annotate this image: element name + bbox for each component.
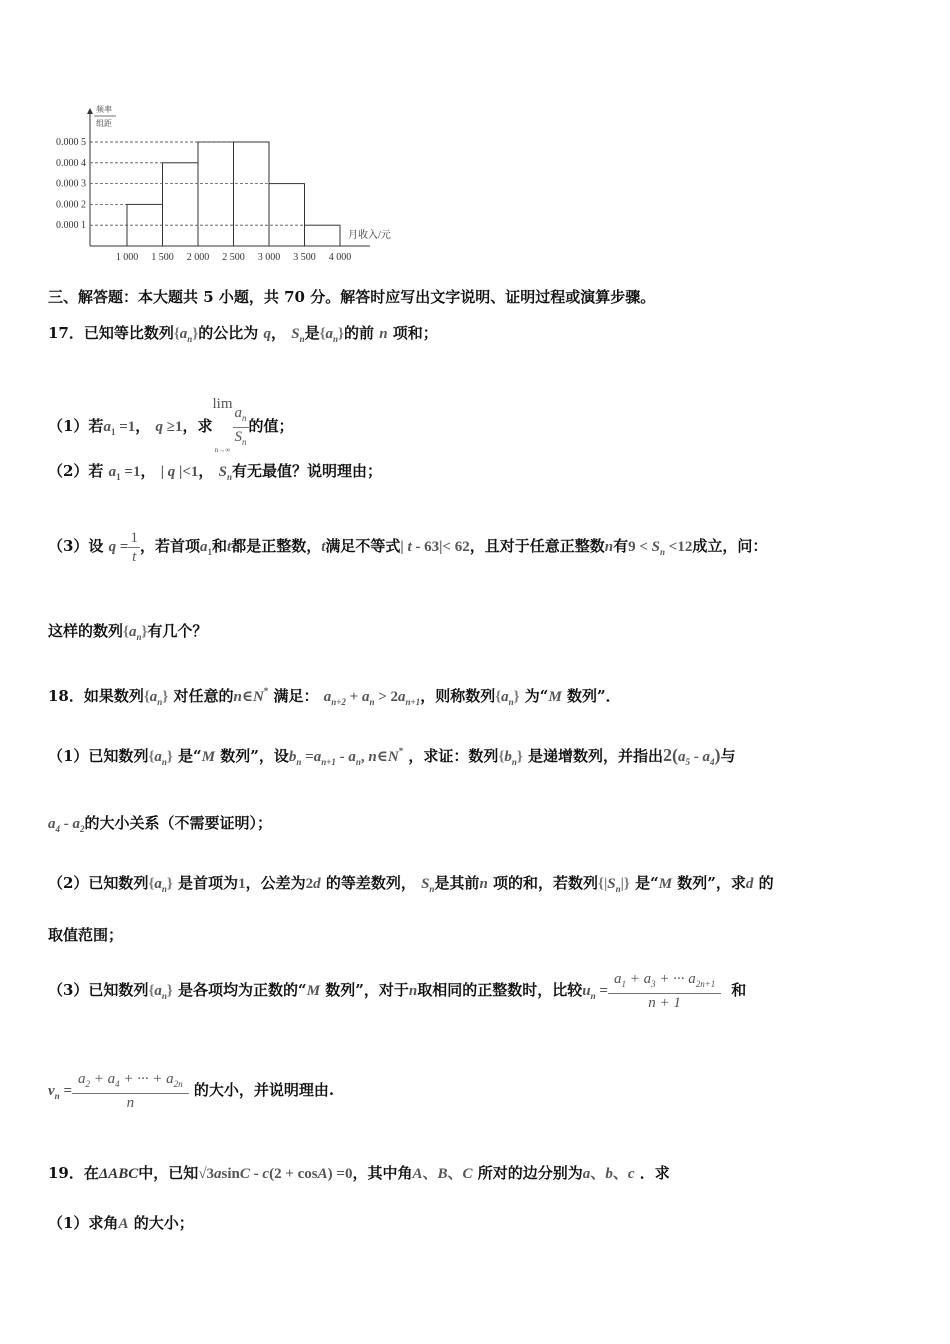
- x-tick-label: 1 500: [151, 252, 174, 263]
- histogram-bar: [269, 184, 305, 246]
- y-tick-label: 0.000 1: [56, 220, 86, 232]
- y-tick-label: 0.000 3: [56, 178, 86, 190]
- histogram-bar: [234, 142, 270, 246]
- q19-part1: （1）求角A 的大小；: [48, 1214, 194, 1232]
- y-axis-arrow: [87, 108, 93, 114]
- q18-part3: （3）已知数列$\{a_n\}$ 是各项均为正数的“M 数列”，对于n取相同的正整数时，比较$u_n$ = $\frac{a_1 + a_3 + \cdot\cdot\cdot a_{2n+1}}{n + 1}$ 和: [48, 971, 747, 1011]
- q19-stem: 19．在ΔABC中，已知√3asinC - c(2 + cosA) =0，其中角A、B、C 所对的边分别为a、b、c ．求: [48, 1164, 670, 1182]
- q18-part1: （1）已知数列$\{a_n\}$ 是“M 数列”，设$b_n =a_{n+1} - a_n$, n∈N* ，求证：数列$\{b_n\}$ 是递增数列，并指出$2(a_5 - a_4)$与: [48, 745, 736, 767]
- histogram-bar: [198, 142, 234, 246]
- y-axis-label-bottom: 组距: [96, 119, 112, 128]
- x-tick-label: 4 000: [328, 252, 352, 263]
- x-tick-label: 1 000: [115, 252, 139, 263]
- y-tick-label: 0.000 2: [56, 199, 86, 211]
- q18-stem: 18．如果数列$\{a_n\}$ 对任意的n∈N* 满足： $a_{n+2} + a_n > 2a_{n+1}$，则称数列$\{a_n\}$ 为“M 数列”．: [48, 686, 621, 707]
- q18-part2-tail: 取值范围；: [48, 926, 124, 944]
- histogram-bar: [305, 225, 341, 246]
- x-tick-label: 2 500: [222, 252, 245, 263]
- y-axis-label-top: 频率: [96, 105, 112, 114]
- q18-part2: （2）已知数列$\{a_n\}$ 是首项为1，公差为2d 的等差数列， $S_n$是其前n 项的和，若数列$\{|S_n|\}$ 是“M 数列”，求d 的: [48, 874, 774, 894]
- q17-part2: （2）若 $a_1 =1$， | q |<1， $S_n$有无最值？说明理由；: [48, 462, 383, 482]
- q17-part3: （3）设 q = $\frac{1}{t}$ ，若首项$a_1$和t都是正整数，t满足不等式| t - 63|< 62，且对于任意正整数n有$9 < S_n <12$成立，问：: [48, 529, 768, 565]
- section-heading: 三、解答题：本大题共 5 小题，共 70 分。解答时应写出文字说明、证明过程或演算步骤。: [48, 288, 656, 306]
- histogram-chart: [40, 100, 400, 275]
- q18-part3-tail: $v_n$ = $\frac{a_2 + a_4 + \cdot\cdot\cdot + a_{2n}}{n}$ 的大小，并说明理由.: [48, 1071, 335, 1111]
- x-tick-label: 2 000: [186, 252, 210, 263]
- y-tick-label: 0.000 4: [56, 157, 86, 169]
- q17-stem: 17．已知等比数列$\{a_n\}$的公比为 q， $S_n$是$\{a_n\}$的前 n 项和；: [48, 324, 438, 344]
- x-axis-label: 月收入/元: [348, 230, 391, 241]
- q17-part3-tail: 这样的数列$\{a_n\}$有几个？: [48, 622, 208, 642]
- y-tick-label: 0.000 5: [56, 137, 86, 148]
- x-tick-label: 3 000: [257, 252, 281, 263]
- q18-part1-tail: $a_4 - a_2$的大小关系（不需要证明）；: [48, 814, 273, 834]
- x-tick-label: 3 500: [293, 252, 316, 263]
- q17-part1: （1）若$a_1 =1$， q ≥1，求lim n→∞ $\frac{a_n}{S_n}$ 的值；: [48, 396, 294, 454]
- histogram-bar: [163, 163, 199, 246]
